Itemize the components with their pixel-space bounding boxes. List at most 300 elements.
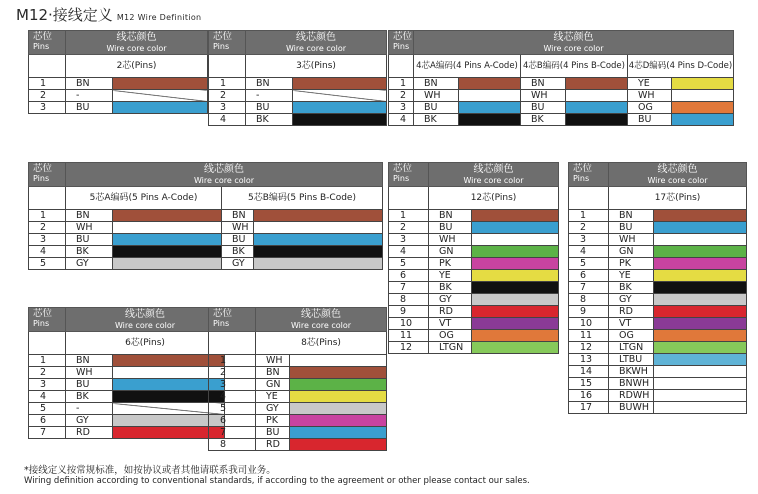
wire-color-name: BN bbox=[66, 210, 113, 222]
pin-number: 2 bbox=[209, 90, 246, 102]
pin-number: 15 bbox=[569, 378, 609, 390]
pin-number: 1 bbox=[389, 78, 414, 90]
wire-color-name: LTGN bbox=[609, 342, 654, 354]
wire-color-name: BU bbox=[66, 102, 113, 114]
pin-number: 12 bbox=[389, 342, 429, 354]
wire-color-swatch bbox=[254, 222, 383, 234]
table-8-pins bbox=[208, 307, 387, 451]
wire-color-swatch bbox=[654, 354, 747, 366]
wire-color-name: BU bbox=[256, 427, 290, 439]
table-row bbox=[569, 330, 747, 342]
wire-color-name: OG bbox=[609, 330, 654, 342]
pin-number: 17 bbox=[569, 402, 609, 414]
wire-color-name: VT bbox=[429, 318, 472, 330]
wire-color-swatch bbox=[672, 114, 734, 126]
wire-color-name: BU bbox=[66, 379, 113, 391]
pin-number: 3 bbox=[209, 379, 256, 391]
table-row bbox=[569, 306, 747, 318]
table-row bbox=[389, 234, 559, 246]
wire-color-swatch bbox=[672, 78, 734, 90]
wire-color-swatch bbox=[654, 282, 747, 294]
table-5-pins bbox=[28, 162, 383, 270]
pin-number: 5 bbox=[209, 403, 256, 415]
table-row bbox=[569, 258, 747, 270]
table-row bbox=[209, 379, 387, 391]
wire-color-name: WH bbox=[256, 355, 290, 367]
pin-number: 11 bbox=[389, 330, 429, 342]
table-row bbox=[389, 318, 559, 330]
wire-color-header: 线芯颜色 Wire core color bbox=[246, 31, 387, 55]
wire-color-swatch bbox=[290, 391, 387, 403]
wire-color-swatch bbox=[654, 366, 747, 378]
wire-color-name: BN bbox=[66, 78, 113, 90]
table-row bbox=[389, 90, 734, 102]
wire-color-swatch bbox=[113, 258, 222, 270]
page-title-en: M12 Wire Definition bbox=[116, 13, 202, 22]
table-row bbox=[29, 78, 208, 90]
wire-color-swatch bbox=[113, 246, 222, 258]
code-label: 12芯(Pins) bbox=[429, 187, 559, 210]
wire-color-swatch bbox=[290, 415, 387, 427]
table-row bbox=[29, 403, 225, 415]
table-row bbox=[389, 114, 734, 126]
table-row bbox=[569, 246, 747, 258]
pin-number: 3 bbox=[389, 234, 429, 246]
pins-header: 芯位 Pins bbox=[29, 308, 66, 332]
pin-number: 3 bbox=[29, 102, 66, 114]
pin-number: 13 bbox=[569, 354, 609, 366]
wire-color-name: BUWH bbox=[609, 402, 654, 414]
wire-color-name: BU bbox=[521, 102, 566, 114]
table-row bbox=[389, 78, 734, 90]
wire-color-name: GN bbox=[256, 379, 290, 391]
wire-color-name: WH bbox=[628, 90, 672, 102]
wire-color-swatch bbox=[472, 282, 559, 294]
pin-number: 3 bbox=[209, 102, 246, 114]
footer-note-cn: *接线定义按常规标准，如按协议或者其他请联系我司业务。 bbox=[24, 465, 276, 476]
wire-color-name: PK bbox=[429, 258, 472, 270]
table-row bbox=[209, 439, 387, 451]
footer-note-en: Wiring definition according to conventional standards, if according to the agreement or other please contact our sales. bbox=[24, 476, 530, 486]
wire-color-name: WH bbox=[66, 222, 113, 234]
table-6-pins bbox=[28, 307, 225, 439]
pin-number: 5 bbox=[569, 258, 609, 270]
table-row bbox=[569, 390, 747, 402]
wire-color-name: GY bbox=[222, 258, 254, 270]
table-row bbox=[569, 318, 747, 330]
wire-color-swatch bbox=[459, 114, 521, 126]
wire-color-swatch bbox=[290, 439, 387, 451]
code-row bbox=[209, 55, 387, 78]
pin-number: 4 bbox=[389, 246, 429, 258]
pin-number: 3 bbox=[29, 379, 66, 391]
table-row bbox=[29, 90, 208, 102]
wire-color-name: RD bbox=[256, 439, 290, 451]
wire-color-swatch bbox=[654, 318, 747, 330]
pin-number: 2 bbox=[389, 90, 414, 102]
wire-color-swatch bbox=[293, 90, 387, 102]
table-header bbox=[569, 163, 747, 187]
pins-header: 芯位 Pins bbox=[209, 308, 256, 332]
wire-color-swatch bbox=[293, 114, 387, 126]
pin-number: 4 bbox=[209, 114, 246, 126]
table-row bbox=[569, 402, 747, 414]
table-row bbox=[569, 366, 747, 378]
wire-color-name: - bbox=[66, 90, 113, 102]
wire-color-swatch bbox=[459, 78, 521, 90]
code-label-b: 5芯B编码(5 Pins B-Code) bbox=[222, 187, 383, 210]
wire-color-header: 线芯颜色 Wire core color bbox=[66, 308, 225, 332]
code-label: 2芯(Pins) bbox=[66, 55, 208, 78]
wire-color-name: PK bbox=[256, 415, 290, 427]
table-row bbox=[209, 90, 387, 102]
pin-number: 5 bbox=[389, 258, 429, 270]
wire-color-swatch bbox=[654, 234, 747, 246]
pin-number: 1 bbox=[209, 78, 246, 90]
pin-number: 3 bbox=[389, 102, 414, 114]
wire-color-swatch bbox=[654, 342, 747, 354]
wire-color-swatch bbox=[654, 330, 747, 342]
wire-color-swatch bbox=[254, 258, 383, 270]
wire-color-name: RDWH bbox=[609, 390, 654, 402]
wire-color-header: 线芯颜色 Wire core color bbox=[256, 308, 387, 332]
table-row bbox=[569, 378, 747, 390]
table-row bbox=[569, 234, 747, 246]
wire-color-name: BK bbox=[414, 114, 459, 126]
pin-number: 1 bbox=[569, 210, 609, 222]
wire-color-name: BK bbox=[222, 246, 254, 258]
wire-color-swatch bbox=[472, 234, 559, 246]
wire-color-name: GN bbox=[609, 246, 654, 258]
pin-number: 7 bbox=[29, 427, 66, 439]
pin-number: 5 bbox=[29, 403, 66, 415]
table-row bbox=[29, 222, 383, 234]
wire-color-header: 线芯颜色 Wire core color bbox=[414, 31, 734, 55]
pin-number: 1 bbox=[389, 210, 429, 222]
code-row bbox=[29, 187, 383, 210]
wire-color-swatch bbox=[472, 222, 559, 234]
pin-number: 3 bbox=[569, 234, 609, 246]
table-header bbox=[389, 31, 734, 55]
wire-color-name: - bbox=[66, 403, 113, 415]
code-row bbox=[389, 187, 559, 210]
pin-number: 4 bbox=[389, 114, 414, 126]
wire-color-name: WH bbox=[66, 367, 113, 379]
table-row bbox=[569, 270, 747, 282]
pin-number: 6 bbox=[389, 270, 429, 282]
wire-color-name: WH bbox=[429, 234, 472, 246]
wire-color-swatch bbox=[472, 306, 559, 318]
wire-color-name: BN bbox=[246, 78, 293, 90]
wire-color-swatch bbox=[672, 102, 734, 114]
wire-color-swatch bbox=[472, 318, 559, 330]
code-label-b: 4芯B编码(4 Pins B-Code) bbox=[521, 55, 628, 78]
pin-number: 6 bbox=[209, 415, 256, 427]
table-row bbox=[209, 102, 387, 114]
wire-color-name: RD bbox=[429, 306, 472, 318]
wire-color-name: BN bbox=[521, 78, 566, 90]
pin-number: 4 bbox=[29, 246, 66, 258]
wire-color-swatch bbox=[654, 402, 747, 414]
pin-number: 4 bbox=[29, 391, 66, 403]
wire-color-swatch bbox=[459, 102, 521, 114]
table-row bbox=[389, 258, 559, 270]
pin-number: 4 bbox=[209, 391, 256, 403]
pin-number: 6 bbox=[29, 415, 66, 427]
table-row bbox=[569, 282, 747, 294]
code-row bbox=[569, 187, 747, 210]
code-row bbox=[29, 55, 208, 78]
wire-color-swatch bbox=[472, 330, 559, 342]
wire-color-name: YE bbox=[628, 78, 672, 90]
pins-header: 芯位 Pins bbox=[29, 163, 66, 187]
wire-color-name: OG bbox=[429, 330, 472, 342]
table-row bbox=[29, 427, 225, 439]
table-3-pins bbox=[208, 30, 387, 126]
table-row bbox=[569, 342, 747, 354]
table-row bbox=[389, 330, 559, 342]
code-label: 17芯(Pins) bbox=[609, 187, 747, 210]
wire-color-swatch bbox=[113, 234, 222, 246]
wire-color-name: GY bbox=[609, 294, 654, 306]
wire-color-name: WH bbox=[414, 90, 459, 102]
code-label-d: 4芯D编码(4 Pins D-Code) bbox=[628, 55, 734, 78]
table-header bbox=[209, 308, 387, 332]
wire-color-swatch bbox=[566, 78, 628, 90]
pins-header: 芯位 Pins bbox=[29, 31, 66, 55]
wire-color-swatch bbox=[566, 102, 628, 114]
wire-color-swatch bbox=[654, 294, 747, 306]
table-row bbox=[569, 222, 747, 234]
table-row bbox=[29, 258, 383, 270]
code-row bbox=[389, 55, 734, 78]
page-title-cn: M12·接线定义 bbox=[16, 6, 113, 24]
wire-color-swatch bbox=[113, 210, 222, 222]
wire-color-name: BN bbox=[414, 78, 459, 90]
wire-color-name: LTBU bbox=[609, 354, 654, 366]
pin-number: 9 bbox=[389, 306, 429, 318]
wire-color-name: BK bbox=[521, 114, 566, 126]
wire-color-swatch bbox=[113, 222, 222, 234]
pin-number: 8 bbox=[569, 294, 609, 306]
wire-color-name: BN bbox=[66, 355, 113, 367]
pins-header: 芯位 Pins bbox=[569, 163, 609, 187]
wire-color-swatch bbox=[113, 90, 208, 102]
code-label: 6芯(Pins) bbox=[66, 332, 225, 355]
wire-color-swatch bbox=[672, 90, 734, 102]
table-4-pins bbox=[388, 30, 734, 126]
table-row bbox=[389, 306, 559, 318]
pin-number: 10 bbox=[569, 318, 609, 330]
wire-color-name: BKWH bbox=[609, 366, 654, 378]
wire-color-swatch bbox=[654, 258, 747, 270]
table-row bbox=[29, 102, 208, 114]
wire-color-swatch bbox=[654, 222, 747, 234]
wire-color-name: - bbox=[246, 90, 293, 102]
table-2-pins bbox=[28, 30, 208, 114]
pin-number: 2 bbox=[389, 222, 429, 234]
pin-number: 16 bbox=[569, 390, 609, 402]
wire-color-name: YE bbox=[609, 270, 654, 282]
table-row bbox=[569, 354, 747, 366]
wire-color-name: RD bbox=[609, 306, 654, 318]
wire-color-name: BNWH bbox=[609, 378, 654, 390]
wire-color-name: BK bbox=[429, 282, 472, 294]
pin-number: 4 bbox=[569, 246, 609, 258]
wire-color-name: BU bbox=[414, 102, 459, 114]
wire-color-name: GN bbox=[429, 246, 472, 258]
wire-color-swatch bbox=[113, 102, 208, 114]
table-row bbox=[209, 355, 387, 367]
wire-color-name: BN bbox=[222, 210, 254, 222]
wire-color-swatch bbox=[254, 234, 383, 246]
wire-color-name: BN bbox=[609, 210, 654, 222]
wire-color-name: YE bbox=[256, 391, 290, 403]
wire-color-swatch bbox=[113, 78, 208, 90]
wire-color-swatch bbox=[290, 427, 387, 439]
table-header bbox=[29, 308, 225, 332]
pin-number: 2 bbox=[29, 90, 66, 102]
wire-color-name: BU bbox=[429, 222, 472, 234]
wire-color-name: VT bbox=[609, 318, 654, 330]
pin-number: 7 bbox=[389, 282, 429, 294]
wire-color-header: 线芯颜色 Wire core color bbox=[429, 163, 559, 187]
wire-color-name: WH bbox=[222, 222, 254, 234]
wire-color-name: BU bbox=[246, 102, 293, 114]
wire-color-name: PK bbox=[609, 258, 654, 270]
wire-color-swatch bbox=[472, 210, 559, 222]
table-row bbox=[29, 246, 383, 258]
wire-color-name: YE bbox=[429, 270, 472, 282]
table-row bbox=[389, 282, 559, 294]
table-row bbox=[29, 234, 383, 246]
pin-number: 2 bbox=[569, 222, 609, 234]
wire-color-swatch bbox=[254, 246, 383, 258]
wire-color-swatch bbox=[654, 210, 747, 222]
pin-number: 7 bbox=[209, 427, 256, 439]
table-header bbox=[389, 163, 559, 187]
wire-color-name: BU bbox=[609, 222, 654, 234]
table-row bbox=[389, 222, 559, 234]
table-row bbox=[29, 367, 225, 379]
table-row bbox=[209, 403, 387, 415]
pins-header: 芯位 Pins bbox=[209, 31, 246, 55]
pin-number: 11 bbox=[569, 330, 609, 342]
table-row bbox=[569, 294, 747, 306]
wire-color-swatch bbox=[472, 294, 559, 306]
table-header bbox=[29, 31, 208, 55]
pin-number: 2 bbox=[209, 367, 256, 379]
table-row bbox=[209, 391, 387, 403]
pin-number: 12 bbox=[569, 342, 609, 354]
wire-color-header: 线芯颜色 Wire core color bbox=[66, 163, 383, 187]
wire-color-swatch bbox=[459, 90, 521, 102]
pin-number: 2 bbox=[29, 367, 66, 379]
wire-color-name: RD bbox=[66, 427, 113, 439]
wire-color-name: BU bbox=[628, 114, 672, 126]
wire-color-swatch bbox=[290, 379, 387, 391]
code-label: 3芯(Pins) bbox=[246, 55, 387, 78]
wire-color-name: BU bbox=[222, 234, 254, 246]
code-label: 8芯(Pins) bbox=[256, 332, 387, 355]
table-row bbox=[389, 210, 559, 222]
table-header bbox=[209, 31, 387, 55]
pin-number: 3 bbox=[29, 234, 66, 246]
pin-number: 14 bbox=[569, 366, 609, 378]
wire-color-header: 线芯颜色 Wire core color bbox=[609, 163, 747, 187]
wire-color-name: GY bbox=[66, 415, 113, 427]
wire-color-name: WH bbox=[609, 234, 654, 246]
pin-number: 1 bbox=[29, 210, 66, 222]
wire-color-name: GY bbox=[429, 294, 472, 306]
wire-color-name: BK bbox=[66, 391, 113, 403]
code-label-a: 5芯A编码(5 Pins A-Code) bbox=[66, 187, 222, 210]
wire-color-swatch bbox=[290, 355, 387, 367]
wire-color-name: WH bbox=[521, 90, 566, 102]
table-row bbox=[209, 367, 387, 379]
wire-color-swatch bbox=[293, 78, 387, 90]
wire-color-swatch bbox=[290, 367, 387, 379]
code-label-a: 4芯A编码(4 Pins A-Code) bbox=[414, 55, 521, 78]
wire-color-name: BK bbox=[609, 282, 654, 294]
table-row bbox=[569, 210, 747, 222]
pin-number: 10 bbox=[389, 318, 429, 330]
pin-number: 7 bbox=[569, 282, 609, 294]
pin-number: 8 bbox=[209, 439, 256, 451]
wire-color-header: 线芯颜色 Wire core color bbox=[66, 31, 208, 55]
page-title bbox=[16, 4, 201, 25]
table-row bbox=[29, 415, 225, 427]
wire-color-swatch bbox=[472, 342, 559, 354]
pin-number: 1 bbox=[29, 355, 66, 367]
wire-color-name: BU bbox=[66, 234, 113, 246]
wire-color-swatch bbox=[254, 210, 383, 222]
code-row bbox=[29, 332, 225, 355]
pins-header: 芯位 Pins bbox=[389, 31, 414, 55]
pin-number: 8 bbox=[389, 294, 429, 306]
table-row bbox=[209, 78, 387, 90]
table-row bbox=[389, 342, 559, 354]
table-12-pins bbox=[388, 162, 559, 354]
table-row bbox=[389, 270, 559, 282]
wire-color-name: GY bbox=[66, 258, 113, 270]
wire-color-name: LTGN bbox=[429, 342, 472, 354]
wire-color-swatch bbox=[472, 258, 559, 270]
wire-color-name: GY bbox=[256, 403, 290, 415]
pin-number: 2 bbox=[29, 222, 66, 234]
wire-color-name: BN bbox=[429, 210, 472, 222]
wire-color-swatch bbox=[654, 246, 747, 258]
pin-number: 5 bbox=[29, 258, 66, 270]
table-row bbox=[389, 294, 559, 306]
wire-color-swatch bbox=[566, 90, 628, 102]
pin-number: 1 bbox=[29, 78, 66, 90]
wire-color-swatch bbox=[654, 270, 747, 282]
wire-color-swatch bbox=[472, 246, 559, 258]
wire-color-name: BN bbox=[256, 367, 290, 379]
pin-number: 9 bbox=[569, 306, 609, 318]
wire-color-swatch bbox=[654, 378, 747, 390]
wire-color-swatch bbox=[472, 270, 559, 282]
table-row bbox=[389, 246, 559, 258]
wire-color-name: BK bbox=[246, 114, 293, 126]
wire-color-swatch bbox=[654, 306, 747, 318]
table-row bbox=[29, 355, 225, 367]
table-row bbox=[29, 391, 225, 403]
wire-color-name: BK bbox=[66, 246, 113, 258]
table-row bbox=[29, 210, 383, 222]
table-row bbox=[389, 102, 734, 114]
